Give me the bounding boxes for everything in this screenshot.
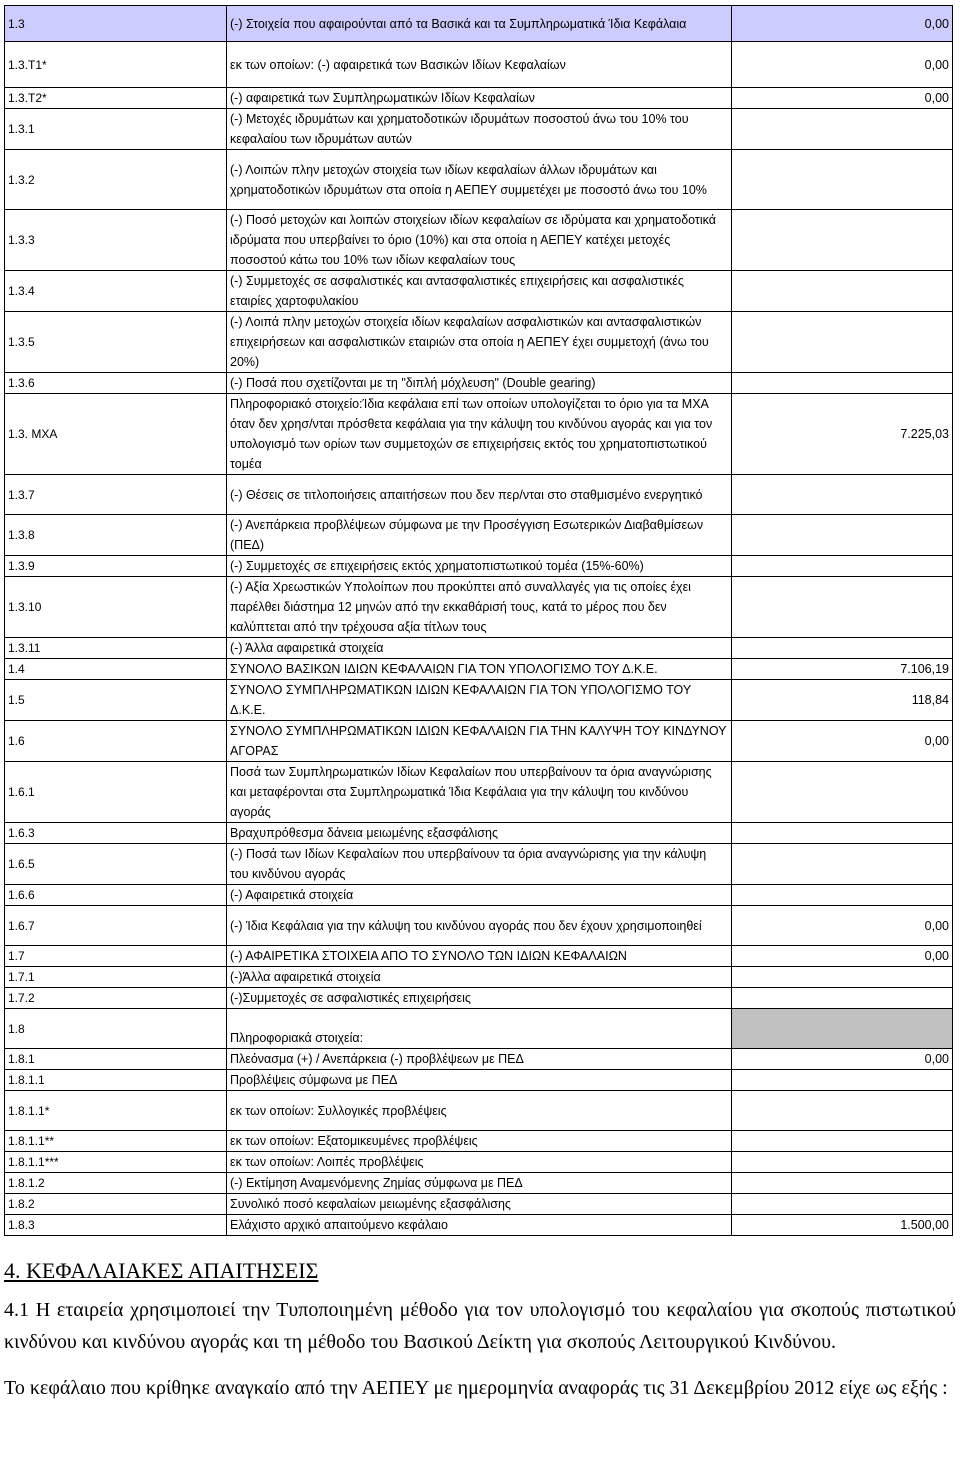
row-description: εκ των οποίων: Συλλογικές προβλέψεις (227, 1091, 732, 1131)
row-code: 1.3.8 (5, 515, 227, 556)
row-description: εκ των οποίων: Εξατομικευμένες προβλέψεις (227, 1131, 732, 1152)
row-value (732, 638, 953, 659)
row-description: Πλεόνασμα (+) / Ανεπάρκεια (-) προβλέψεων με ΠΕΔ (227, 1049, 732, 1070)
row-code: 1.3 (5, 6, 227, 42)
row-description: (-) Ποσά που σχετίζονται με τη "διπλή μόχλευση" (Double gearing) (227, 373, 732, 394)
row-description: (-) Ίδια Κεφάλαια για την κάλυψη του κινδύνου αγοράς που δεν έχουν χρησιμοποιηθεί (227, 906, 732, 946)
row-value (732, 577, 953, 638)
row-code: 1.6 (5, 721, 227, 762)
row-code: 1.6.3 (5, 823, 227, 844)
table-row (5, 823, 953, 844)
row-value (732, 1194, 953, 1215)
row-description: (-) αφαιρετικά των Συμπληρωματικών Ιδίων Κεφαλαίων (227, 88, 732, 109)
row-code: 1.6.7 (5, 906, 227, 946)
section-heading: 4. ΚΕΦΑΛΑΙΑΚΕΣ ΑΠΑΙΤΗΣΕΙΣ (4, 1258, 319, 1283)
table-row (5, 475, 953, 515)
row-code: 1.5 (5, 680, 227, 721)
row-description: (-) Αφαιρετικά στοιχεία (227, 885, 732, 906)
table-row (5, 1131, 953, 1152)
row-value (732, 1131, 953, 1152)
document-text (4, 1258, 956, 1410)
table-row (5, 150, 953, 210)
row-value (732, 844, 953, 885)
row-value (732, 373, 953, 394)
row-value: 0,00 (732, 1049, 953, 1070)
row-code: 1.8.1.1*** (5, 1152, 227, 1173)
row-code: 1.7.1 (5, 967, 227, 988)
row-value (732, 885, 953, 906)
table-row (5, 762, 953, 823)
row-code: 1.3.6 (5, 373, 227, 394)
table-row (5, 271, 953, 312)
row-code: 1.3. ΜΧΑ (5, 394, 227, 475)
row-description: (-)Άλλα αφαιρετικά στοιχεία (227, 967, 732, 988)
row-description: (-) Αξία Χρεωστικών Υπολοίπων που προκύπτει από συναλλαγές για τις οποίες έχει παρέλθει διάστημα 12 μηνών από την εκκαθάρισή τους, κατά το μέρος που δεν καλύπτεται από την τρέχουσα αξία τίτλων τους (227, 577, 732, 638)
row-description: Ποσά των Συμπληρωματικών Ιδίων Κεφαλαίων που υπερβαίνουν τα όρια αναγνώρισης και μεταφέρονται στα Συμπληρωματικά Ίδια Κεφάλαια για την κάλυψη του κινδύνου αγοράς (227, 762, 732, 823)
row-value (732, 1070, 953, 1091)
row-description: (-)Συμμετοχές σε ασφαλιστικές επιχειρήσεις (227, 988, 732, 1009)
row-value (732, 210, 953, 271)
row-value (732, 1009, 953, 1049)
row-value: 0,00 (732, 6, 953, 42)
row-code: 1.3.Τ1* (5, 42, 227, 88)
row-description: Πληροφοριακό στοιχείο:Ίδια κεφάλαια επί των οποίων υπολογίζεται το όριο για τα ΜΧΑ όταν δεν χρησ/νται πρόσθετα κεφάλαια για την κάλυψη του κινδύνου αγοράς και για τον υπολογισμό των ορίων των συμμετοχών σε επιχειρήσεις εκτός του χρηματοπιστωτικού τομέα (227, 394, 732, 475)
table-row (5, 721, 953, 762)
row-code: 1.3.10 (5, 577, 227, 638)
row-code: 1.3.9 (5, 556, 227, 577)
row-code: 1.7 (5, 946, 227, 967)
table-row (5, 515, 953, 556)
table-row (5, 1070, 953, 1091)
row-code: 1.8.1.2 (5, 1173, 227, 1194)
row-description: ΣΥΝΟΛΟ ΒΑΣΙΚΩΝ ΙΔΙΩΝ ΚΕΦΑΛΑΙΩΝ ΓΙΑ ΤΟΝ ΥΠΟΛΟΓΙΣΜΟ ΤΟΥ Δ.Κ.Ε. (227, 659, 732, 680)
table-row (5, 680, 953, 721)
row-value (732, 150, 953, 210)
table-row (5, 1091, 953, 1131)
row-description: εκ των οποίων: (-) αφαιρετικά των Βασικών Ιδίων Κεφαλαίων (227, 42, 732, 88)
capital-table (4, 5, 953, 1236)
row-description: (-) Ποσό μετοχών και λοιπών στοιχείων ιδίων κεφαλαίων σε ιδρύματα και χρηματοδοτικά ιδρύματα που υπερβαίνει το όριο (10%) και στα οποία η ΑΕΠΕΥ κατέχει μετοχές ποσοστού κάτω του 10% των ιδίων κεφαλαίων τους (227, 210, 732, 271)
row-value (732, 823, 953, 844)
table-row (5, 394, 953, 475)
row-description: εκ των οποίων: Λοιπές προβλέψεις (227, 1152, 732, 1173)
row-value: 1.500,00 (732, 1215, 953, 1236)
row-code: 1.3.2 (5, 150, 227, 210)
row-value (732, 1173, 953, 1194)
row-description: ΣΥΝΟΛΟ ΣΥΜΠΛΗΡΩΜΑΤΙΚΩΝ ΙΔΙΩΝ ΚΕΦΑΛΑΙΩΝ ΓΙΑ ΤΗΝ ΚΑΛΥΨΗ ΤΟΥ ΚΙΝΔΥΝΟΥ ΑΓΟΡΑΣ (227, 721, 732, 762)
row-description: Βραχυπρόθεσμα δάνεια μειωμένης εξασφάλισης (227, 823, 732, 844)
row-code: 1.7.2 (5, 988, 227, 1009)
row-code: 1.8.1 (5, 1049, 227, 1070)
row-value: 7.225,03 (732, 394, 953, 475)
table-row (5, 312, 953, 373)
table-row (5, 638, 953, 659)
row-value: 0,00 (732, 42, 953, 88)
row-value: 0,00 (732, 88, 953, 109)
row-description: Προβλέψεις σύμφωνα με ΠΕΔ (227, 1070, 732, 1091)
row-code: 1.3.4 (5, 271, 227, 312)
row-description: (-) Συμμετοχές σε επιχειρήσεις εκτός χρηματοπιστωτικού τομέα (15%-60%) (227, 556, 732, 577)
paragraph-text: Το κεφάλαιο που κρίθηκε αναγκαίο από την ΑΕΠΕΥ με ημερομηνία αναφοράς τις 31 Δεκεμβρίου 2012 είχε ως εξής : (4, 1377, 948, 1399)
table-row (5, 373, 953, 394)
table-row (5, 577, 953, 638)
row-code: 1.8.1.1 (5, 1070, 227, 1091)
row-value (732, 988, 953, 1009)
row-value (732, 1091, 953, 1131)
row-description: (-) Συμμετοχές σε ασφαλιστικές και αντασφαλιστικές επιχειρήσεις και ασφαλιστικές εταιρίες χαρτοφυλακίου (227, 271, 732, 312)
row-value: 0,00 (732, 906, 953, 946)
table-row (5, 1215, 953, 1236)
table-row (5, 556, 953, 577)
paragraph (4, 1294, 956, 1358)
table-row (5, 1009, 953, 1049)
row-code: 1.3.3 (5, 210, 227, 271)
row-value (732, 515, 953, 556)
row-code: 1.8 (5, 1009, 227, 1049)
table-row (5, 1152, 953, 1173)
row-description: Συνολικό ποσό κεφαλαίων μειωμένης εξασφάλισης (227, 1194, 732, 1215)
row-code: 1.8.2 (5, 1194, 227, 1215)
row-code: 1.8.3 (5, 1215, 227, 1236)
row-description: Πληροφοριακά στοιχεία: (227, 1009, 732, 1049)
row-code: 1.3.5 (5, 312, 227, 373)
table-row (5, 1049, 953, 1070)
table-row (5, 42, 953, 88)
row-description: ΣΥΝΟΛΟ ΣΥΜΠΛΗΡΩΜΑΤΙΚΩΝ ΙΔΙΩΝ ΚΕΦΑΛΑΙΩΝ ΓΙΑ ΤΟΝ ΥΠΟΛΟΓΙΣΜΟ ΤΟΥ Δ.Κ.Ε. (227, 680, 732, 721)
row-value (732, 109, 953, 150)
row-description: Ελάχιστο αρχικό απαιτούμενο κεφάλαιο (227, 1215, 732, 1236)
row-description: (-) Θέσεις σε τιτλοποιήσεις απαιτήσεων που δεν περ/νται στο σταθμισμένο ενεργητικό (227, 475, 732, 515)
table-row (5, 967, 953, 988)
table-row (5, 1194, 953, 1215)
row-description: (-) ΑΦΑΙΡΕΤΙΚΑ ΣΤΟΙΧΕΙΑ ΑΠΟ ΤΟ ΣΥΝΟΛΟ ΤΩΝ ΙΔΙΩΝ ΚΕΦΑΛΑΙΩΝ (227, 946, 732, 967)
paragraph-text: Η εταιρεία χρησιμοποιεί την Τυποποιημένη μέθοδο για τον υπολογισμό του κεφαλαίου για σκοπούς πιστωτικού κινδύνου και κινδύνου αγοράς και τη μέθοδο του Βασικού Δείκτη για σκοπούς Λειτουργικού Κινδύνου. (4, 1299, 956, 1353)
row-description: (-) Λοιπών πλην μετοχών στοιχεία των ιδίων κεφαλαίων άλλων ιδρυμάτων και χρηματοδοτικών ιδρυμάτων στα οποία η ΑΕΠΕΥ συμμετέχει με ποσοστό άνω του 10% (227, 150, 732, 210)
row-code: 1.3.Τ2* (5, 88, 227, 109)
table-row (5, 210, 953, 271)
row-code: 1.6.6 (5, 885, 227, 906)
row-description: (-) Μετοχές ιδρυμάτων και χρηματοδοτικών ιδρυμάτων ποσοστού άνω του 10% του κεφαλαίου των ιδρυμάτων αυτών (227, 109, 732, 150)
row-value: 0,00 (732, 721, 953, 762)
table-row (5, 946, 953, 967)
table-row (5, 109, 953, 150)
row-description: (-) Εκτίμηση Αναμενόμενης Ζημίας σύμφωνα με ΠΕΔ (227, 1173, 732, 1194)
row-description: (-) Άλλα αφαιρετικά στοιχεία (227, 638, 732, 659)
table-row (5, 844, 953, 885)
row-code: 1.3.7 (5, 475, 227, 515)
table-row (5, 88, 953, 109)
row-description: (-) Ανεπάρκεια προβλέψεων σύμφωνα με την Προσέγγιση Εσωτερικών Διαβαθμίσεων (ΠΕΔ) (227, 515, 732, 556)
row-value (732, 475, 953, 515)
row-code: 1.8.1.1* (5, 1091, 227, 1131)
row-description: (-) Στοιχεία που αφαιρούνται από τα Βασικά και τα Συμπληρωματικά Ίδια Κεφάλαια (227, 6, 732, 42)
paragraph (4, 1372, 956, 1404)
row-value (732, 1152, 953, 1173)
row-value (732, 271, 953, 312)
row-value (732, 762, 953, 823)
row-value: 0,00 (732, 946, 953, 967)
row-code: 1.8.1.1** (5, 1131, 227, 1152)
row-description: (-) Λοιπά πλην μετοχών στοιχεία ιδίων κεφαλαίων ασφαλιστικών και αντασφαλιστικών επιχειρήσεων και ασφαλιστικών εταιριών στα οποία η ΑΕΠΕΥ έχει συμμετοχή (άνω του 20%) (227, 312, 732, 373)
row-code: 1.3.1 (5, 109, 227, 150)
row-code: 1.3.11 (5, 638, 227, 659)
table-row (5, 6, 953, 42)
table-row (5, 988, 953, 1009)
row-value (732, 312, 953, 373)
row-value: 118,84 (732, 680, 953, 721)
paragraph-number: 4.1 (4, 1299, 29, 1321)
row-code: 1.6.5 (5, 844, 227, 885)
table-row (5, 659, 953, 680)
capital-table-body (5, 6, 953, 1236)
row-value (732, 556, 953, 577)
table-row (5, 1173, 953, 1194)
row-value: 7.106,19 (732, 659, 953, 680)
row-description: (-) Ποσά των Ιδίων Κεφαλαίων που υπερβαίνουν τα όρια αναγνώρισης για την κάλυψη του κινδύνου αγοράς (227, 844, 732, 885)
row-code: 1.6.1 (5, 762, 227, 823)
table-row (5, 906, 953, 946)
row-code: 1.4 (5, 659, 227, 680)
row-value (732, 967, 953, 988)
table-row (5, 885, 953, 906)
